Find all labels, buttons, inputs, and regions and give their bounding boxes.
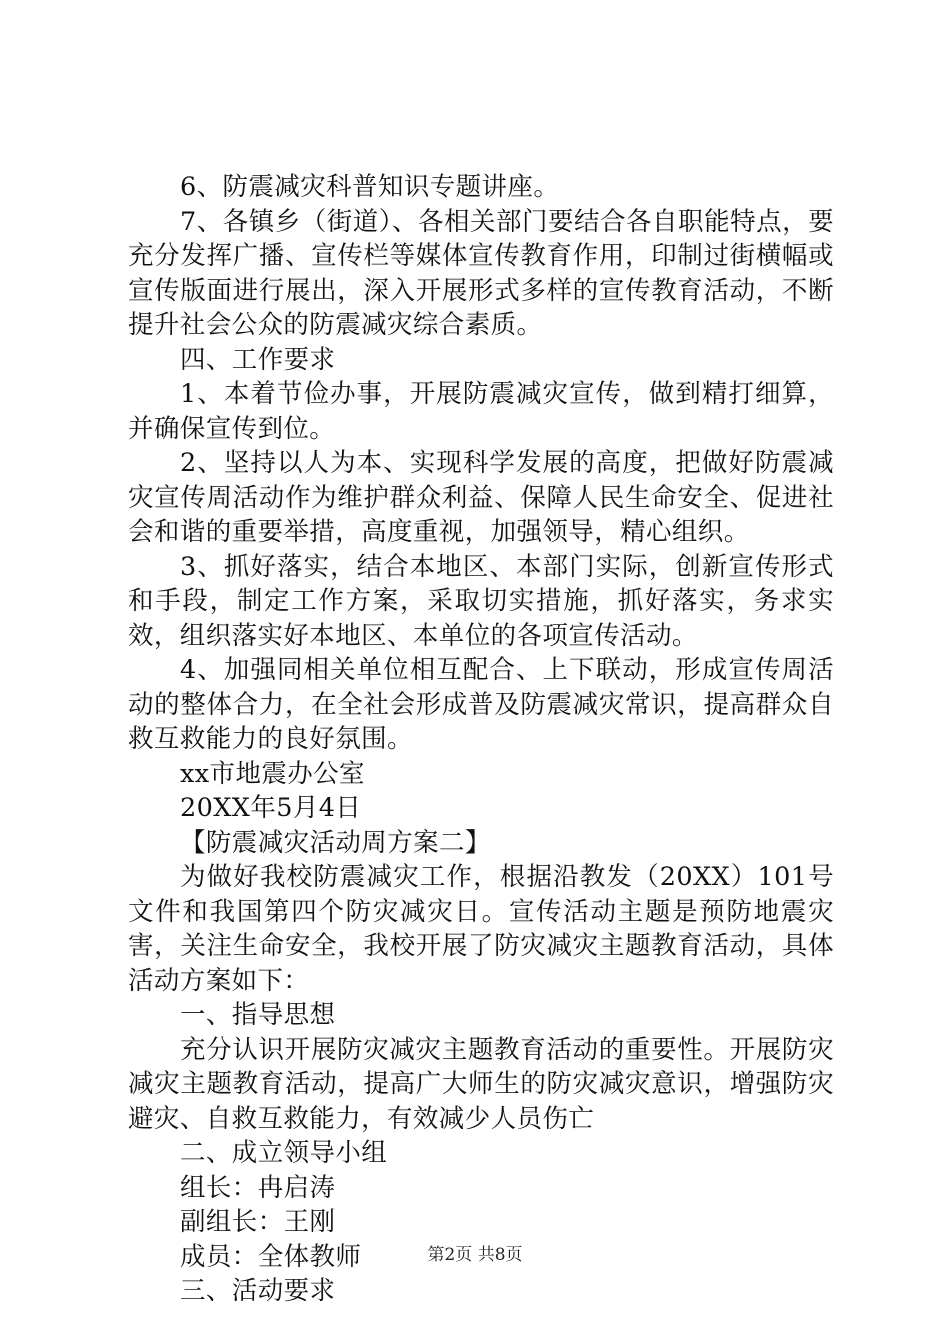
plan-two-title: 【防震减灾活动周方案二】 [180,827,491,858]
section-heading-work-requirements: 四、工作要求 [180,344,336,375]
document-body [128,170,834,1309]
paragraph-requirement-1: 1、本着节俭办事，开展防震减灾宣传，做到精打细算，并确保宣传到位。 [128,379,834,444]
paragraph-item-7: 7、各镇乡（街道）、各相关部门要结合各自职能特点，要充分发挥广播、宣传栏等媒体宣传教育作用，印制过街横幅或宣传版面进行展出，深入开展形式多样的宣传教育活动，不断提升社会公众的防震减灾综合素质。 [128,206,834,340]
paragraph-guiding-ideology: 充分认识开展防灾减灾主题教育活动的重要性。开展防灾减灾主题教育活动，提高广大师生的防灾减灾意识，增强防灾避灾、自救互救能力，有效减少人员伤亡 [128,1034,834,1134]
plan-two-intro: 为做好我校防震减灾工作，根据沿教发（20XX）101号文件和我国第四个防灾减灾日。宣传活动主题是预防地震灾害，关注生命安全，我校开展了防灾减灾主题教育活动，具体活动方案如下： [128,862,834,996]
section-heading-guiding-ideology: 一、指导思想 [180,1000,336,1030]
paragraph-requirement-3: 3、抓好落实，结合本地区、本部门实际，创新宣传形式和手段，制定工作方案，采取切实措施，抓好落实，务求实效，组织落实好本地区、本单位的各项宣传活动。 [128,551,834,651]
paragraph-item-6: 6、防震减灾科普知识专题讲座。 [180,172,560,202]
page-number-footer: 第2页 共8页 [427,1245,523,1265]
issuer-name: xx市地震办公室 [180,758,365,789]
paragraph-requirement-4: 4、加强同相关单位相互配合、上下联动，形成宣传周活动的整体合力，在全社会形成普及防震减灾常识，提高群众自救互救能力的良好氛围。 [128,655,834,754]
group-members: 成员：全体教师 [180,1241,362,1272]
issue-date: 20XX年5月4日 [180,793,362,823]
group-leader: 组长：冉启涛 [180,1172,336,1203]
section-heading-leading-group: 二、成立领导小组 [180,1138,388,1168]
group-deputy-leader: 副组长：王刚 [180,1207,336,1237]
section-heading-activity-requirements: 三、活动要求 [180,1276,336,1306]
paragraph-requirement-2: 2、坚持以人为本、实现科学发展的高度，把做好防震减灾宣传周活动作为维护群众利益、保障人民生命安全、促进社会和谐的重要举措，高度重视，加强领导，精心组织。 [128,448,834,547]
